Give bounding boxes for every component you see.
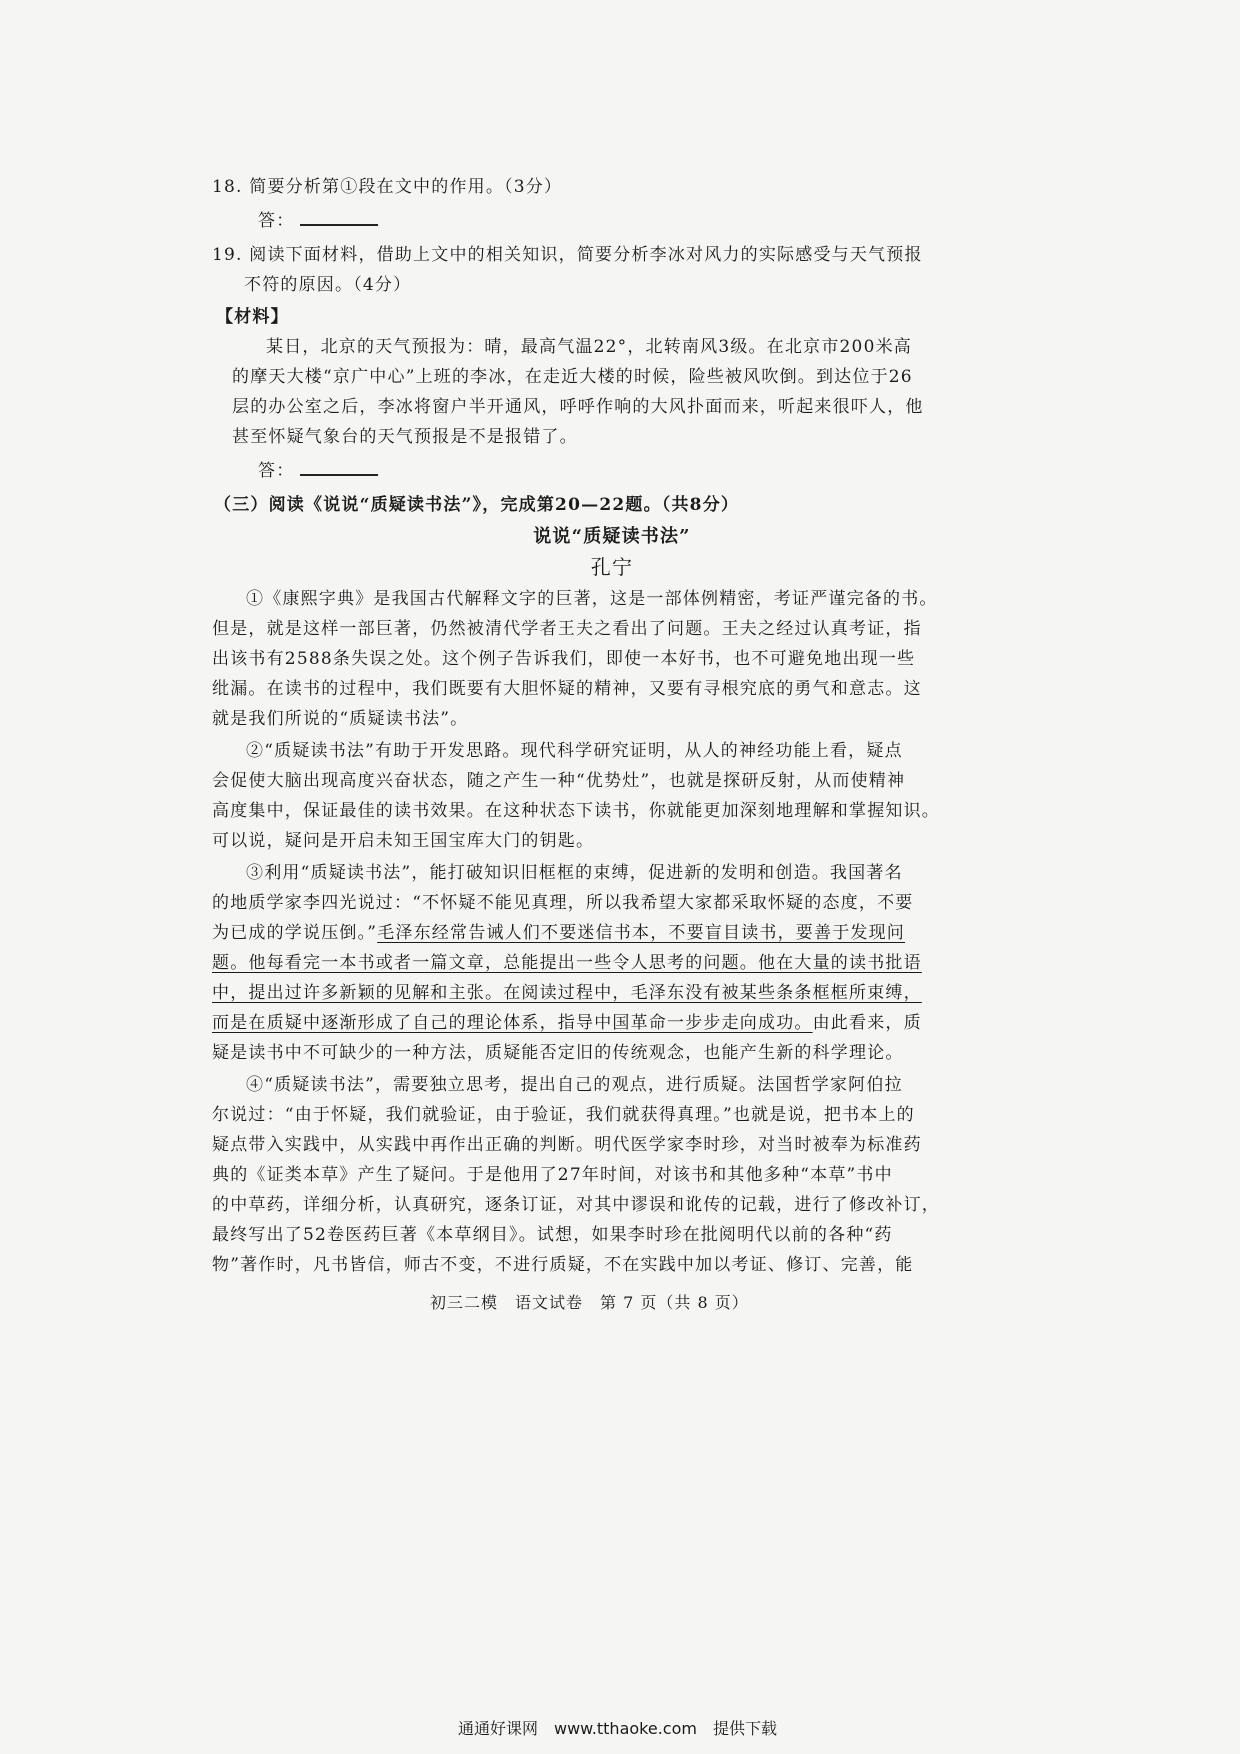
para3-line: 的地质学家李四光说过：“不怀疑不能见真理，所以我希望大家都采取怀疑的态度，不要 [212,893,914,913]
page-footer: 初三二模 语文试卷 第 7 页（共 8 页） [430,1293,749,1312]
para4-line: 的中草药，详细分析，认真研究，逐条订证，对其中谬误和讹传的记载，进行了修改补订， [212,1195,940,1215]
para4-line: 典的《证类本草》产生了疑问。于是他用了27年时间，对该书和其他多种“本草”书中 [212,1165,893,1185]
question-18: 18. 简要分析第①段在文中的作用。（3分） [212,177,563,197]
underlined-text: 而是在质疑中逐渐形成了自己的理论体系，指导中国革命一步步走向成功。 [212,1013,813,1033]
para1-line: ①《康熙字典》是我国古代解释文字的巨著，这是一部体例精密，考证严谨完备的书。 [246,589,938,609]
para4-line: 物”著作时，凡书皆信，师古不变，不进行质疑，不在实践中加以考证、修订、完善，能 [212,1255,914,1275]
para3-line [212,1008,922,1038]
answer-line-18 [258,206,378,236]
para3-line [212,918,905,948]
underlined-text: 中，提出过许多新颖的见解和主张。在阅读过程中，毛泽东没有被某些条条框框所束缚， [212,983,922,1003]
material-line-2: 的摩天大楼“京广中心”上班的李冰，在走近大楼的时候，险些被风吹倒。到达位于26 [232,367,913,387]
article-author: 孔宁 [590,555,634,579]
para3-text: 由此看来，质 [812,1013,922,1033]
download-note: 通通好课网 www.tthaoke.com 提供下载 [458,1719,777,1738]
underlined-text: 毛泽东经常告诫人们不要迷信书本，不要盲目读书，要善于发现问 [377,923,906,943]
answer-blank [300,208,378,226]
para2-line: 高度集中，保证最佳的读书效果。在这种状态下读书，你就能更加深刻地理解和掌握知识。 [212,801,940,821]
para3-line: 疑是读书中不可缺少的一种方法，质疑能否定旧的传统观念，也能产生新的科学理论。 [212,1043,904,1063]
article-title: 说说“质疑读书法” [533,526,691,547]
section-heading: （三）阅读《说说“质疑读书法”》，完成第20—22题。（共8分） [214,495,740,515]
para1-line: 但是，就是这样一部巨著，仍然被清代学者王夫之看出了问题。王夫之经过认真考证，指 [212,619,922,639]
para4-line: 最终写出了52卷医药巨著《本草纲目》。试想，如果李时珍在批阅明代以前的各种“药 [212,1225,893,1245]
para2-line: 会促使大脑出现高度兴奋状态，随之产生一种“优势灶”，也就是探研反射，从而使精神 [212,771,906,791]
para4-line: ④“质疑读书法”，需要独立思考，提出自己的观点，进行质疑。法国哲学家阿伯拉 [246,1075,903,1095]
answer-line-19 [258,456,378,486]
para2-line: 可以说，疑问是开启未知王国宝库大门的钥匙。 [212,831,595,851]
answer-blank [300,458,378,476]
answer-label: 答： [258,211,295,231]
para1-line: 就是我们所说的“质疑读书法”。 [212,709,469,729]
para1-line: 出该书有2588条失误之处。这个例子告诉我们，即使一本好书，也不可避免地出现一些 [212,649,916,669]
material-line-3: 层的办公室之后，李冰将窗户半开通风，呼呼作响的大风扑面而来，听起来很吓人，他 [232,397,924,417]
para3-text: 为已成的学说压倒。” [212,923,378,943]
material-tag: 【材料】 [216,307,289,327]
material-line-4: 甚至怀疑气象台的天气预报是不是报错了。 [232,427,578,447]
para2-line: ②“质疑读书法”有助于开发思路。现代科学研究证明，从人的神经功能上看，疑点 [246,741,903,761]
material-line-1: 某日，北京的天气预报为：晴，最高气温22°，北转南风3级。在北京市200米高 [266,337,912,357]
para4-line: 疑点带入实践中，从实践中再作出正确的判断。明代医学家李时珍，对当时被奉为标准药 [212,1135,922,1155]
para3-line: ③利用“质疑读书法”，能打破知识旧框框的束缚，促进新的发明和创造。我国著名 [246,863,903,883]
para4-line: 尔说过：“由于怀疑，我们就验证，由于验证，我们就获得真理。”也就是说，把书本上的 [212,1105,915,1125]
question-19-line-1: 19. 阅读下面材料，借助上文中的相关知识，简要分析李冰对风力的实际感受与天气预报 [212,245,923,265]
answer-label: 答： [258,461,295,481]
underlined-text: 题。他每看完一本书或者一篇文章，总能提出一些令人思考的问题。他在大量的读书批语 [212,953,922,973]
question-19-line-2: 不符的原因。（4分） [244,275,412,295]
para1-line: 纰漏。在读书的过程中，我们既要有大胆怀疑的精神，又要有寻根究底的勇气和意志。这 [212,679,922,699]
